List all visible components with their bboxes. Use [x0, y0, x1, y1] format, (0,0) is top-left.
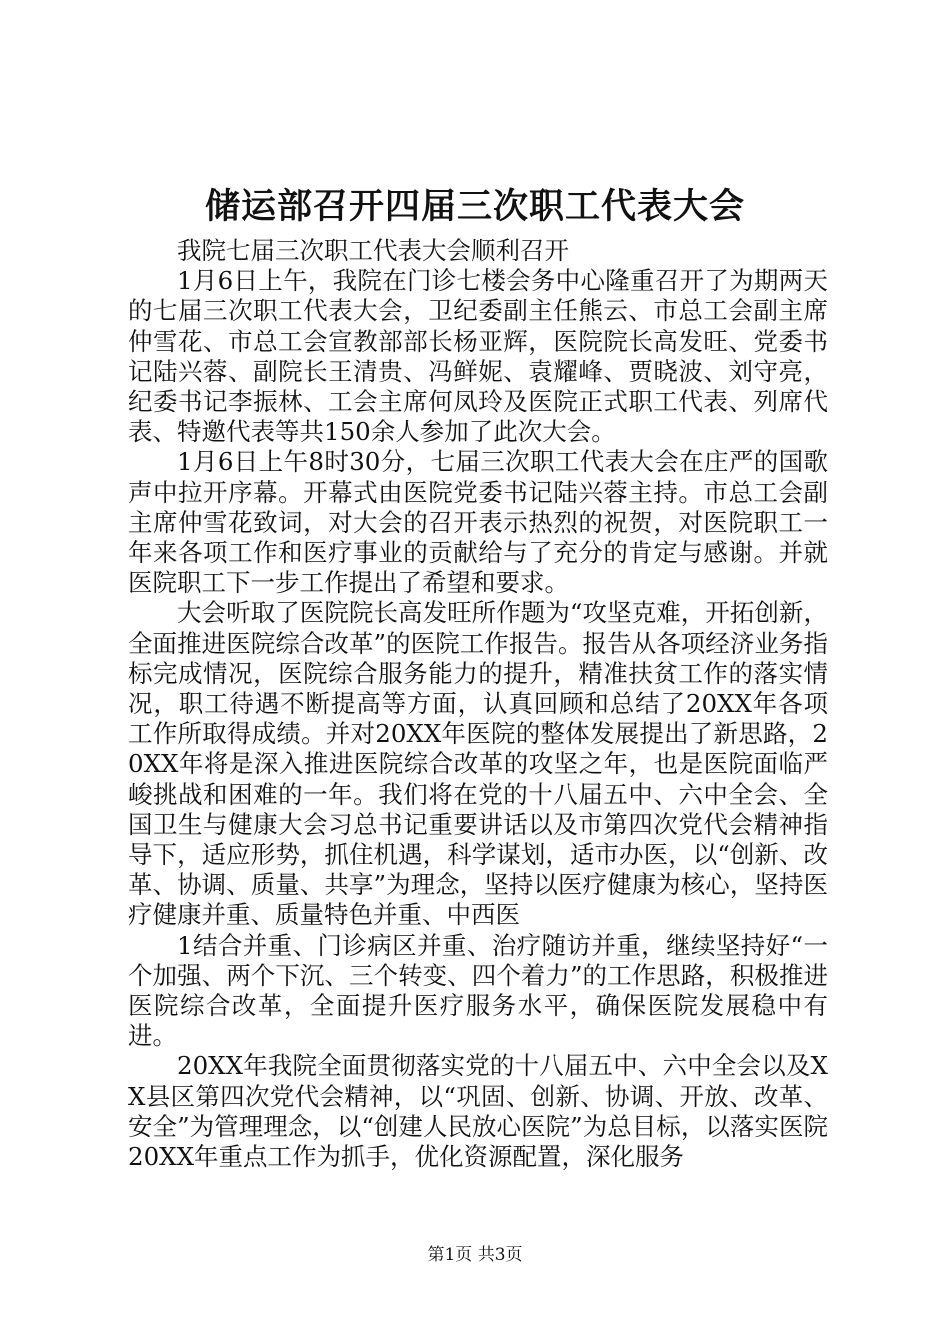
paragraph-work-report: 大会听取了医院院长高发旺所作题为“攻坚克难，开拓创新，全面推进医院综合改革”的医院工作报告。报告从各项经济业务指标完成情况，医院综合服务能力的提升，精准扶贫工作的落实情况，职工待遇不断提高等方面，认真回顾和总结了20XX年各项工作所取得成绩。并对20XX年医院的整体发展提出了新思路，20XX年将是深入推进医院综合改革的攻坚之年，也是医院面临严峻挑战和困难的一年。我们将在党的十八届五中、六中全会、全国卫生与健康大会习总书记重要讲话以及市第四次党代会精神指导下，适应形势，抓住机遇，科学谋划，适市办医，以“创新、改革、协调、质量、共享”为理念，坚持以医疗健康为核心，坚持医疗健康并重、质量特色并重、中西医: [128, 598, 828, 930]
document-title: 储运部召开四届三次职工代表大会: [204, 186, 745, 227]
document-body: [128, 236, 828, 1172]
paragraph-work-approach: 1结合并重、门诊病区并重、治疗随访并重，继续坚持好“一个加强、两个下沉、三个转变、四个着力”的工作思路，积极推进医院综合改革，全面提升医疗服务水平，确保医院发展稳中有进。: [128, 930, 828, 1051]
paragraph-annual-summary: 20XX年我院全面贯彻落实党的十八届五中、六中全会以及XX县区第四次党代会精神，以“巩固、创新、协调、开放、改革、安全”为管理理念，以“创建人民放心医院”为总目标，以落实医院20XX年重点工作为抓手，优化资源配置，深化服务: [128, 1051, 828, 1172]
paragraph-meeting-attendance: 1月6日上午，我院在门诊七楼会务中心隆重召开了为期两天的七届三次职工代表大会，卫纪委副主任熊云、市总工会副主席仲雪花、市总工会宣教部部长杨亚辉，医院院长高发旺、党委书记陆兴蓉、副院长王清贵、冯鲜妮、袁耀峰、贾晓波、刘守亮，纪委书记李振林、工会主席何凤玲及医院正式职工代表、列席代表、特邀代表等共150余人参加了此次大会。: [128, 266, 828, 447]
page-number-footer: 第1页 共3页: [427, 1245, 523, 1265]
paragraph-opening-ceremony: 1月6日上午8时30分，七届三次职工代表大会在庄严的国歌声中拉开序幕。开幕式由医院党委书记陆兴蓉主持。市总工会副主席仲雪花致词，对大会的召开表示热烈的祝贺，对医院职工一年来各项工作和医疗事业的贡献给与了充分的肯定与感谢。并就医院职工下一步工作提出了希望和要求。: [128, 447, 828, 598]
paragraph-subheading: 我院七届三次职工代表大会顺利召开: [177, 236, 569, 265]
